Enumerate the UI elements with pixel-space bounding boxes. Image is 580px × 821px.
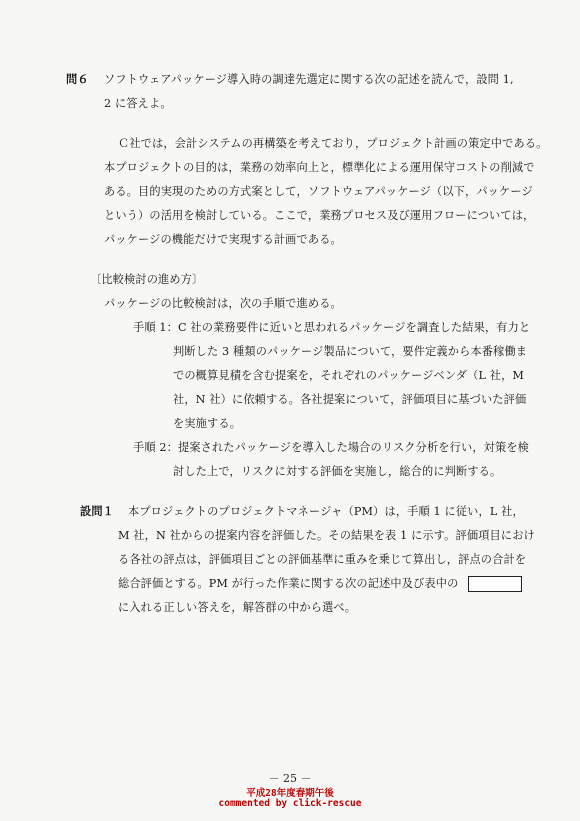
exam-label: 平成28年度春期午後 — [246, 788, 334, 799]
step2-line: 手順 2：提案されたパッケージを導入した場合のリスク分析を行い，対策を検 — [133, 441, 530, 454]
intro-line: ある。目的実現のための方式案として，ソフトウェアパッケージ（以下，パッケージ — [104, 185, 533, 198]
step1-line: 社，N 社）に依頼する。各社提案について，評価項目に基づいた評価 — [173, 393, 527, 406]
step1-line: 判断した 3 種類のパッケージ製品について，要件定義から本番稼働ま — [173, 345, 528, 358]
step2-line: 討した上で，リスクに対する評価を実施し，総合的に判断する。 — [173, 465, 502, 478]
question-number: 問６ — [66, 73, 89, 86]
intro-line: パッケージの機能だけで実現する計画である。 — [104, 233, 342, 246]
section-lead: パッケージの比較検討は，次の手順で進める。 — [104, 297, 342, 310]
subquestion-line: る各社の評点は，評価項目ごとの評価基準に重みを乗じて算出し，評点の合計を — [118, 553, 527, 566]
subquestion-line: に入れる正しい答えを，解答群の中から選べ。 — [118, 601, 357, 614]
subquestion-line: 総合評価とする。PM が行った作業に関する次の記述中及び表中の — [118, 577, 459, 590]
answer-blank-box — [468, 576, 522, 592]
question-title-line-1: ソフトウェアパッケージ導入時の調達先選定に関する次の記述を読んで，設問 1, — [104, 73, 514, 86]
step1-line: での概算見積を含む提案を，それぞれのパッケージベンダ（L 社，M — [173, 369, 525, 382]
intro-line: という）の活用を検討している。ここで，業務プロセス及び運用フローについては， — [104, 209, 535, 222]
subquestion-line: M 社，N 社からの提案内容を評価した。その結果を表 1 に示す。評価項目におけ — [118, 529, 535, 542]
intro-line: Ｃ社では，会計システムの再構築を考えており，プロジェクト計画の策定中である。 — [118, 137, 548, 150]
subquestion-label: 設問１ — [80, 505, 115, 518]
intro-line: 本プロジェクトの目的は，業務の効率向上と，標準化による運用保守コストの削減で — [104, 161, 535, 174]
subquestion-line: 本プロジェクトのプロジェクトマネージャ（PM）は，手順 1 に従い，L 社， — [128, 505, 524, 518]
section-heading: 〔比較検討の進め方〕 — [90, 273, 204, 286]
question-title-line-2: 2 に答えよ。 — [104, 97, 172, 110]
step1-line: を実施する。 — [173, 417, 242, 430]
credit-line: commented by click-rescue — [218, 798, 362, 809]
page-number: － 25 － — [268, 772, 312, 785]
step1-line: 手順 1：C 社の業務要件に近いと思われるパッケージを調査した結果，有力と — [133, 321, 531, 334]
